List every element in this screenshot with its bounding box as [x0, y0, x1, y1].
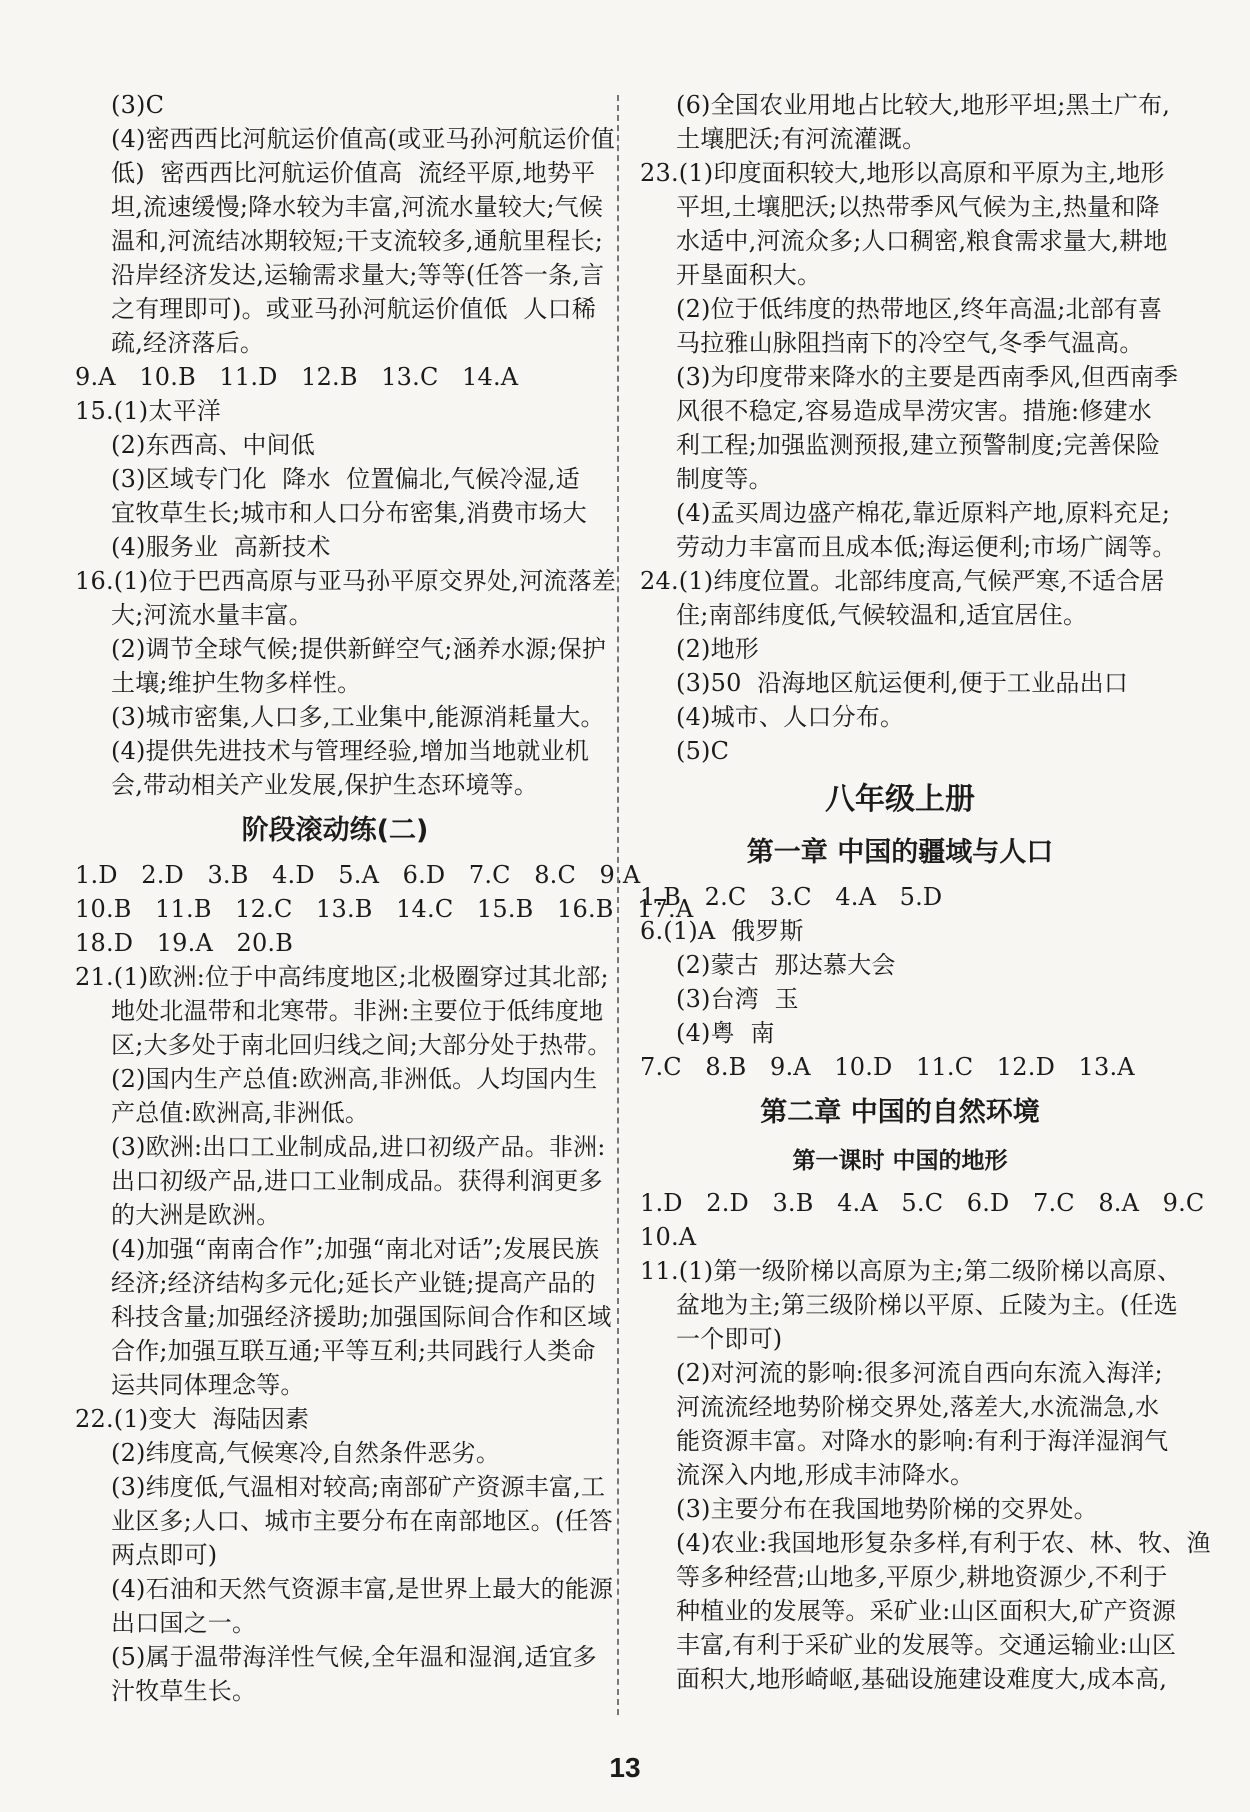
answer-line: 会,带动相关产业发展,保护生态环境等。 [111, 771, 539, 799]
answer-line: 1.D 2.D 3.B 4.A 5.C 6.D 7.C 8.A 9.C [640, 1189, 1205, 1217]
answer-line: 风很不稳定,容易造成旱涝灾害。措施:修建水 [676, 397, 1152, 425]
answer-line: 能资源丰富。对降水的影响:有利于海洋湿润气 [676, 1427, 1169, 1455]
answer-line: 沿岸经济发达,运输需求量大;等等(任答一条,言 [111, 261, 605, 289]
answer-line: 马拉雅山脉阻挡南下的冷空气,冬季气温高。 [676, 329, 1144, 357]
column-divider [617, 95, 619, 1715]
answer-line: (2)蒙古 那达慕大会 [676, 951, 896, 979]
answer-line: 区;大多处于南北回归线之间;大部分处于热带。 [111, 1031, 612, 1059]
section-heading: 第一章 中国的疆域与人口 [746, 837, 1054, 868]
answer-line: 两点即可) [111, 1541, 218, 1569]
answer-line: (3)为印度带来降水的主要是西南季风,但西南季 [676, 363, 1179, 391]
answer-line: 10.B 11.B 12.C 13.B 14.C 15.B 16.B 17.A [75, 895, 694, 923]
answer-line: (3)主要分布在我国地势阶梯的交界处。 [676, 1495, 1098, 1523]
answer-line: 面积大,地形崎岖,基础设施建设难度大,成本高, [676, 1665, 1168, 1693]
answer-line: (4)城市、人口分布。 [676, 703, 905, 731]
answer-line: 18.D 19.A 20.B [75, 929, 294, 957]
answer-line: 10.A [640, 1223, 697, 1251]
answer-line: (4)孟买周边盛产棉花,靠近原料产地,原料充足; [676, 499, 1171, 527]
answer-line: 河流流经地势阶梯交界处,落差大,水流湍急,水 [676, 1393, 1160, 1421]
answer-line: 15.(1)太平洋 [75, 397, 221, 425]
answer-line: 21.(1)欧洲:位于中高纬度地区;北极圈穿过其北部; [75, 963, 609, 991]
answer-line: (4)农业:我国地形复杂多样,有利于农、林、牧、渔 [676, 1529, 1211, 1557]
answer-line: 之有理即可)。或亚马孙河航运价值低 人口稀 [111, 295, 597, 323]
answer-line: 汁牧草生长。 [111, 1677, 257, 1705]
answer-line: 出口国之一。 [111, 1609, 257, 1637]
answer-line: 业区多;人口、城市主要分布在南部地区。(任答 [111, 1507, 613, 1535]
answer-line: (4)石油和天然气资源丰富,是世界上最大的能源 [111, 1575, 614, 1603]
answer-line: 劳动力丰富而且成本低;海运便利;市场广阔等。 [676, 533, 1177, 561]
answer-line: 制度等。 [676, 465, 773, 493]
answer-line: 地处北温带和北寒带。非洲:主要位于低纬度地 [111, 997, 604, 1025]
answer-line: (2)对河流的影响:很多河流自西向东流入海洋; [676, 1359, 1163, 1387]
answer-line: 土壤肥沃;有河流灌溉。 [676, 125, 927, 153]
section-heading: 阶段滚动练(二) [241, 815, 429, 846]
answer-line: 种植业的发展等。采矿业:山区面积大,矿产资源 [676, 1597, 1177, 1625]
answer-line: 1.D 2.D 3.B 4.D 5.A 6.D 7.C 8.C 9.A [75, 861, 641, 889]
answer-line: (4)粤 南 [676, 1019, 775, 1047]
answer-line: 运共同体理念等。 [111, 1371, 305, 1399]
answer-line: 土壤;维护生物多样性。 [111, 669, 362, 697]
answer-line: (3)城市密集,人口多,工业集中,能源消耗量大。 [111, 703, 605, 731]
answer-line: 产总值:欧洲高,非洲低。 [111, 1099, 370, 1127]
answer-line: 6.(1)A 俄罗斯 [640, 917, 804, 945]
answer-line: 1.B 2.C 3.C 4.A 5.D [640, 883, 943, 911]
answer-line: 宜牧草生长;城市和人口分布密集,消费市场大 [111, 499, 587, 527]
answer-line: 22.(1)变大 海陆因素 [75, 1405, 310, 1433]
answer-line: 16.(1)位于巴西高原与亚马孙平原交界处,河流落差 [75, 567, 616, 595]
section-heading: 第一课时 中国的地形 [792, 1148, 1008, 1174]
answer-line: 丰富,有利于采矿业的发展等。交通运输业:山区 [676, 1631, 1177, 1659]
right-column [640, 88, 1211, 1696]
answer-line: (2)国内生产总值:欧洲高,非洲低。人均国内生 [111, 1065, 598, 1093]
answer-line: 盆地为主;第三级阶梯以平原、丘陵为主。(任选 [676, 1291, 1178, 1319]
answer-line: 7.C 8.B 9.A 10.D 11.C 12.D 13.A [640, 1053, 1135, 1081]
answer-line: (3)50 沿海地区航运便利,便于工业品出口 [676, 669, 1129, 697]
answer-line: (2)地形 [676, 635, 759, 663]
section-heading: 第二章 中国的自然环境 [760, 1097, 1040, 1128]
page-number: 13 [609, 1752, 641, 1783]
answer-line: 水适中,河流众多;人口稠密,粮食需求量大,耕地 [676, 227, 1168, 255]
section-heading: 八年级上册 [825, 782, 975, 817]
answer-line: (2)东西高、中间低 [111, 431, 315, 459]
answer-line: 11.(1)第一级阶梯以高原为主;第二级阶梯以高原、 [640, 1257, 1182, 1285]
answer-line: (4)提供先进技术与管理经验,增加当地就业机 [111, 737, 590, 765]
answer-line: 利工程;加强监测预报,建立预警制度;完善保险 [676, 431, 1161, 459]
answer-line: (4)服务业 高新技术 [111, 533, 331, 561]
answer-line: (5)属于温带海洋性气候,全年温和湿润,适宜多 [111, 1643, 597, 1671]
answer-line: 一个即可) [676, 1325, 783, 1353]
answer-line: (4)密西西比河航运价值高(或亚马孙河航运价值 [111, 125, 615, 153]
answer-line: 平坦,土壤肥沃;以热带季风气候为主,热量和降 [676, 193, 1160, 221]
answer-line: (2)纬度高,气候寒冷,自然条件恶劣。 [111, 1439, 501, 1467]
answer-line: 低) 密西西比河航运价值高 流经平原,地势平 [111, 159, 596, 187]
answer-line: 9.A 10.B 11.D 12.B 13.C 14.A [75, 363, 519, 391]
answer-line: 开垦面积大。 [676, 261, 822, 289]
answer-line: (3)欧洲:出口工业制成品,进口初级产品。非洲: [111, 1133, 606, 1161]
answer-line: 23.(1)印度面积较大,地形以高原和平原为主,地形 [640, 159, 1165, 187]
answer-line: 住;南部纬度低,气候较温和,适宜居住。 [676, 601, 1088, 629]
answer-line: 出口初级产品,进口工业制成品。获得利润更多 [111, 1167, 603, 1195]
answer-line: 流深入内地,形成丰沛降水。 [676, 1461, 975, 1489]
answer-line: 的大洲是欧洲。 [111, 1201, 281, 1229]
answer-line: 合作;加强互联互通;平等互利;共同践行人类命 [111, 1337, 596, 1365]
answer-line: (3)纬度低,气温相对较高;南部矿产资源丰富,工 [111, 1473, 606, 1501]
answer-line: 24.(1)纬度位置。北部纬度高,气候严寒,不适合居 [640, 567, 1165, 595]
answer-line: 大;河流水量丰富。 [111, 601, 313, 629]
answer-line: 等多种经营;山地多,平原少,耕地资源少,不利于 [676, 1563, 1168, 1591]
answer-line: (5)C [676, 737, 730, 765]
answer-line: (2)调节全球气候;提供新鲜空气;涵养水源;保护 [111, 635, 607, 663]
answer-line: (3)区域专门化 降水 位置偏北,气候冷湿,适 [111, 465, 580, 493]
answer-line: 经济;经济结构多元化;延长产业链;提高产品的 [111, 1269, 596, 1297]
answer-line: (6)全国农业用地占比较大,地形平坦;黑土广布, [676, 91, 1171, 119]
answer-line: (2)位于低纬度的热带地区,终年高温;北部有喜 [676, 295, 1163, 323]
answer-line: 科技含量;加强经济援助;加强国际间合作和区域 [111, 1303, 612, 1331]
answer-line: 坦,流速缓慢;降水较为丰富,河流水量较大;气候 [111, 193, 604, 221]
answer-line: (4)加强“南南合作”;加强“南北对话”;发展民族 [111, 1235, 600, 1263]
answer-line: 温和,河流结冰期较短;干支流较多,通航里程长; [111, 227, 604, 255]
answer-line: (3)台湾 玉 [676, 985, 799, 1013]
answer-line: 疏,经济落后。 [111, 329, 265, 357]
answer-line: (3)C [111, 91, 165, 119]
